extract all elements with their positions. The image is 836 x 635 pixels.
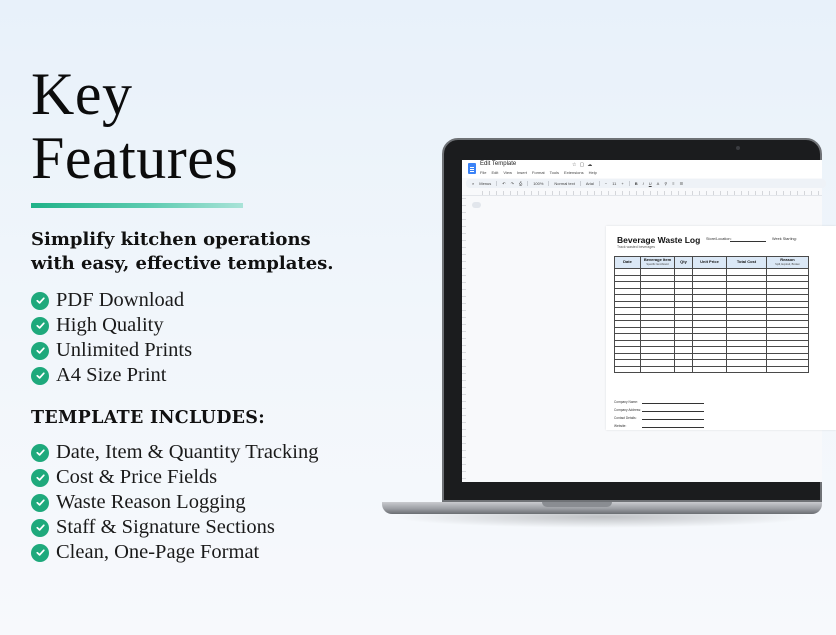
check-circle-icon: [31, 317, 49, 335]
camera-icon: [736, 146, 740, 150]
check-circle-icon: [31, 519, 49, 537]
vertical-ruler: [462, 198, 466, 482]
toolbar-divider: [599, 181, 600, 186]
includes-item: [31, 440, 318, 465]
search-icon[interactable]: ⌕: [472, 181, 475, 186]
font-size-increase-icon[interactable]: +: [621, 181, 624, 186]
italic-icon[interactable]: I: [642, 181, 644, 186]
column-header: [727, 257, 767, 269]
features-list: [31, 288, 192, 388]
check-circle-icon: [31, 444, 49, 462]
company-field-line[interactable]: [642, 403, 704, 404]
folder-icon[interactable]: ▢: [579, 162, 588, 168]
redo-icon[interactable]: ↷: [510, 181, 514, 186]
header-icons: [572, 162, 595, 168]
check-circle-icon: [31, 367, 49, 385]
print-icon[interactable]: ⎙: [518, 181, 523, 186]
includes-item: [31, 515, 318, 540]
undo-icon[interactable]: ↶: [502, 181, 506, 186]
docs-menu-bar: [480, 170, 597, 175]
menu-item-format[interactable]: Format: [531, 170, 545, 175]
company-field-label: Website:: [614, 424, 627, 428]
column-header-label: Beverage Item: [643, 257, 672, 263]
company-field-label: Company Name:: [614, 400, 638, 404]
check-circle-icon: [31, 544, 49, 562]
table-row: [615, 366, 809, 373]
company-field-label: Company Address:: [614, 408, 641, 412]
text-color-icon[interactable]: A: [656, 181, 660, 186]
feature-item: [31, 338, 192, 363]
zoom-select[interactable]: 100%: [533, 181, 544, 186]
table-cell[interactable]: [727, 366, 767, 373]
feature-item: [31, 288, 192, 313]
docs-toolbar: [466, 179, 826, 188]
underline-icon[interactable]: U: [648, 181, 652, 186]
laptop-notch: [542, 502, 612, 507]
column-header-label: Qty: [680, 259, 687, 265]
title-line-1: Key: [31, 61, 133, 127]
page-title: [31, 62, 238, 190]
includes-label: Date, Item & Quantity Tracking: [56, 441, 319, 463]
includes-heading: TEMPLATE INCLUDES:: [31, 408, 266, 428]
column-header-label: Date: [623, 259, 632, 265]
includes-item: [31, 490, 318, 515]
menu-item-tools[interactable]: Tools: [549, 170, 559, 175]
star-icon[interactable]: ☆: [572, 162, 580, 168]
menu-item-edit[interactable]: Edit: [491, 170, 499, 175]
ruler-marks: [482, 191, 822, 195]
table-cell[interactable]: [615, 366, 641, 373]
check-circle-icon: [31, 494, 49, 512]
feature-item: [31, 313, 192, 338]
docs-header: [462, 160, 822, 178]
link-icon[interactable]: ⚲: [664, 181, 668, 186]
laptop-shadow: [392, 512, 812, 528]
company-field-line[interactable]: [642, 419, 704, 420]
company-info: [614, 396, 704, 428]
feature-label: A4 Size Print: [56, 364, 167, 386]
column-header: [615, 257, 641, 269]
company-field-line[interactable]: [642, 427, 704, 428]
table-cell[interactable]: [693, 366, 727, 373]
store-location-label: Store/Location:: [706, 237, 732, 241]
horizontal-ruler: [462, 190, 822, 196]
cloud-icon[interactable]: ☁: [587, 162, 596, 168]
table-cell[interactable]: [767, 366, 809, 373]
week-starting-label: Week Starting:: [772, 237, 797, 241]
menus-search[interactable]: Menus: [479, 181, 492, 186]
outline-toggle-icon[interactable]: [472, 202, 481, 208]
company-field-row: [614, 404, 704, 412]
list-icon[interactable]: ☰: [679, 181, 684, 186]
menu-item-extensions[interactable]: Extensions: [564, 170, 584, 175]
waste-log-table: [614, 256, 809, 373]
company-field-row: [614, 396, 704, 404]
column-header-label: Total Cost: [736, 259, 757, 265]
column-header-label: Unit Price: [700, 259, 719, 265]
title-line-2: Features: [31, 125, 239, 191]
toolbar-divider: [629, 181, 630, 186]
store-location-line: [730, 241, 766, 242]
column-header-label: Reason: [780, 257, 795, 263]
docs-logo-icon: [468, 163, 476, 174]
toolbar-divider: [548, 181, 549, 186]
bold-icon[interactable]: B: [634, 181, 638, 186]
document-title: Beverage Waste Log: [617, 235, 701, 245]
includes-item: [31, 465, 318, 490]
table-cell[interactable]: [675, 366, 693, 373]
includes-list: [31, 440, 318, 565]
table-body: [615, 269, 809, 373]
company-field-row: [614, 412, 704, 420]
menu-item-view[interactable]: View: [503, 170, 512, 175]
column-header: [693, 257, 727, 269]
column-header-hint: Spill, Expired, Broken: [775, 262, 800, 266]
laptop-lid: [442, 138, 822, 502]
check-circle-icon: [31, 469, 49, 487]
company-field-line[interactable]: [642, 411, 704, 412]
menu-item-insert[interactable]: Insert: [516, 170, 527, 175]
check-circle-icon: [31, 342, 49, 360]
feature-label: PDF Download: [56, 289, 185, 311]
includes-label: Cost & Price Fields: [56, 466, 218, 488]
includes-label: Clean, One-Page Format: [56, 541, 260, 563]
subtitle: Simplify kitchen operations with easy, effective templates.: [31, 229, 334, 274]
document-subtitle: Track wasted beverages: [617, 245, 655, 249]
column-header: [675, 257, 693, 269]
includes-label: Staff & Signature Sections: [56, 516, 275, 538]
feature-label: High Quality: [56, 314, 164, 336]
doc-name[interactable]: Edit Template: [480, 161, 517, 167]
toolbar-divider: [496, 181, 497, 186]
column-header-hint: Specific Item/brand: [646, 262, 669, 266]
menu-item-help[interactable]: Help: [588, 170, 597, 175]
column-header: [641, 257, 675, 269]
company-field-row: [614, 420, 704, 428]
menu-item-file[interactable]: File: [480, 170, 487, 175]
table-header-row: [615, 257, 809, 269]
feature-item: [31, 363, 192, 388]
toolbar-divider: [580, 181, 581, 186]
accent-bar: [31, 203, 243, 208]
includes-label: Waste Reason Logging: [56, 491, 246, 513]
style-select[interactable]: Normal text: [554, 181, 575, 186]
includes-item: [31, 540, 318, 565]
font-size-decrease-icon[interactable]: −: [604, 181, 608, 186]
laptop-base: [382, 502, 822, 514]
font-select[interactable]: Arial: [585, 181, 594, 186]
laptop-screen: [462, 160, 822, 482]
company-field-label: Contact Details:: [614, 416, 637, 420]
feature-label: Unlimited Prints: [56, 339, 193, 361]
column-header: [767, 257, 809, 269]
table-cell[interactable]: [641, 366, 675, 373]
align-icon[interactable]: ≡: [672, 181, 675, 186]
font-size-input[interactable]: 11: [612, 181, 617, 186]
check-circle-icon: [31, 292, 49, 310]
document-page[interactable]: [606, 226, 836, 430]
toolbar-divider: [527, 181, 528, 186]
